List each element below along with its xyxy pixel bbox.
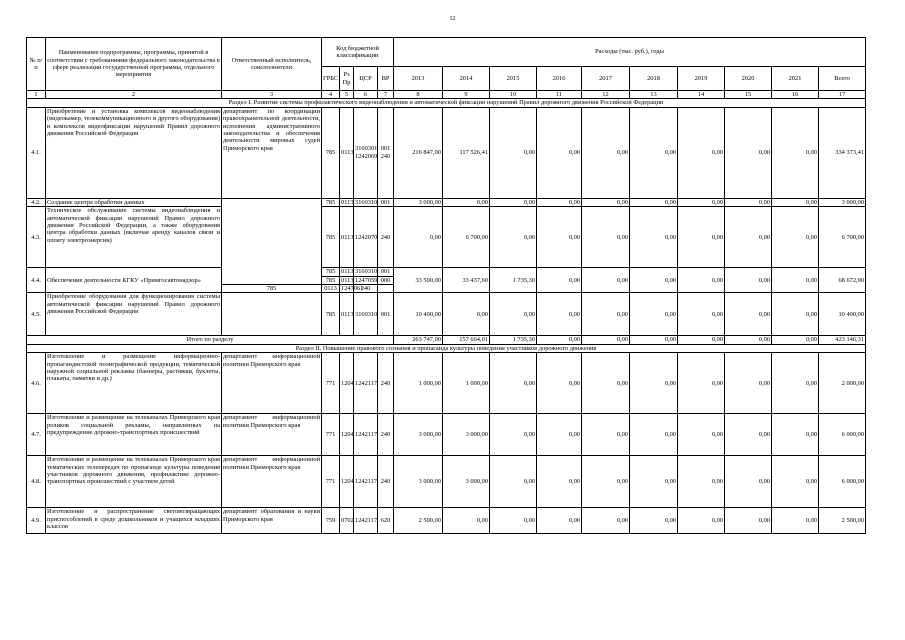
header-expenses: Расходы (тыс. руб.), годы [394, 38, 866, 67]
row-value: 0,00 [725, 456, 772, 508]
colnum: 1 [27, 91, 46, 99]
row-value: 0,00 [582, 198, 630, 206]
row-value: 0,00 [772, 198, 819, 206]
row-value: 0,00 [537, 293, 582, 336]
row-name: Изготовление и размещение информационно-пропагандистской полиграфической продукции, тематической наружной социальной рекламы (баннеры, растяжки, буклеты, плакаты, памятки и др.) [46, 353, 222, 414]
row-value: 0,00 [537, 414, 582, 456]
section-title: Раздел II. Повышение правового сознания и пропаганда культуры поведения участников дорожного движения [27, 344, 866, 352]
row-num: 4.8. [27, 456, 46, 508]
row-value: 0,00 [630, 268, 678, 293]
row-value: 0,00 [725, 293, 772, 336]
row-total: 2 000,00 [819, 353, 866, 414]
row-value: 1 000,00 [443, 353, 490, 414]
row-value: 0,00 [537, 456, 582, 508]
row-value: 0,00 [443, 198, 490, 206]
row-value: 0,00 [678, 198, 725, 206]
row-value: 0,00 [772, 268, 819, 293]
total-label: Итого по разделу [27, 336, 394, 344]
row-value: 0,00 [725, 353, 772, 414]
row-value: 1 735,30 [490, 268, 537, 293]
header-name: Наименование подпрограммы, программы, принятой в соответствии с требованиями федерального законодательства в сфере реализации государственной программы, отдельного мероприятия [46, 38, 222, 91]
row-name: Приобретение оборудования для функционирования системы автоматической фиксации нарушений Правил дорожного движения Российской Федерации [46, 293, 222, 336]
row-total: 2 500,00 [819, 508, 866, 534]
row-value: 0,00 [537, 268, 582, 293]
row-name: Приобретение и установка комплексов видеонаблюдения (видеокамер, телекоммуникационного и другого оборудования) и комплексов видеофиксации нарушений Правил дорожного движения Российской Федерации [46, 107, 222, 198]
row-total: 6 000,00 [819, 456, 866, 508]
row-rz: 1204 [340, 456, 354, 508]
row-grbs: 785 [322, 276, 340, 284]
row-grbs: 785 [322, 293, 340, 336]
row-value: 0,00 [772, 293, 819, 336]
row-value: 0,00 [490, 414, 537, 456]
total-value: 0,00 [537, 336, 582, 344]
row-vr: 240 [378, 414, 394, 456]
row-resp-empty [222, 293, 322, 336]
row-value: 0,00 [490, 508, 537, 534]
row-vr: 001 [378, 198, 394, 206]
table-row [27, 353, 866, 414]
expenses-table [26, 37, 866, 534]
row-total: 10 400,00 [819, 293, 866, 336]
row-csr: 1242117 [354, 508, 378, 534]
row-grbs: 759 [322, 508, 340, 534]
row-value: 0,00 [537, 353, 582, 414]
row-value: 0,00 [537, 508, 582, 534]
row-rz: 0113 [340, 207, 354, 268]
row-value: 117 526,41 [443, 107, 490, 198]
colnum: 10 [490, 91, 537, 99]
colnum: 8 [394, 91, 443, 99]
row-value: 33 500,00 [394, 268, 443, 293]
row-name: Обеспечение деятельности КГКУ «Примгосавтонадзор» [46, 268, 222, 293]
total-value: 0,00 [725, 336, 772, 344]
row-value: 0,00 [630, 198, 678, 206]
row-num: 4.5. [27, 293, 46, 336]
row-grbs: 785 [222, 285, 322, 293]
row-value: 2 500,00 [394, 508, 443, 534]
row-num: 4.4. [27, 268, 46, 293]
row-rz: 0113 [341, 276, 354, 284]
row-value: 0,00 [582, 207, 630, 268]
row-csr: 1242117 [354, 414, 378, 456]
total-value: 1 735,30 [490, 336, 537, 344]
total-grand: 423 146,31 [819, 336, 866, 344]
row-value: 6 700,00 [443, 207, 490, 268]
row-grbs: 785 [322, 198, 340, 206]
row-resp: департамент информационной политики Приморского края [222, 414, 322, 456]
row-value: 0,00 [772, 353, 819, 414]
row-num: 4.9. [27, 508, 46, 534]
row-value: 216 847,00 [394, 107, 443, 198]
row-value: 0,00 [582, 268, 630, 293]
row-value: 0,00 [678, 268, 725, 293]
row-csr: 1242070 [354, 207, 378, 268]
header-kbk: Код бюджетной классификации [322, 38, 394, 67]
row-value: 0,00 [725, 268, 772, 293]
row-csr: 1242117 [354, 456, 378, 508]
colnum: 11 [537, 91, 582, 99]
row-vr: 000 [378, 276, 394, 284]
row-name: Создание центра обработки данных [46, 198, 222, 206]
row-vr: 240 [378, 207, 394, 268]
row-value: 0,00 [772, 107, 819, 198]
row-value: 0,00 [490, 198, 537, 206]
row-rz: 1204 [340, 353, 354, 414]
row-rz: 0113 [341, 198, 354, 206]
row-csr: 1247059 [355, 276, 378, 284]
row-value: 0,00 [630, 456, 678, 508]
row-value: 10 400,00 [394, 293, 443, 336]
row-vr: 001 [378, 268, 394, 276]
header-year: 2015 [490, 67, 537, 91]
row-value: 0,00 [630, 353, 678, 414]
section-row [27, 99, 866, 107]
row-value: 0,00 [490, 353, 537, 414]
colnum: 3 [222, 91, 322, 99]
row-vr: 240 [354, 285, 378, 293]
row-value: 0,00 [443, 293, 490, 336]
colnum: 5 [340, 91, 354, 99]
row-resp: департамент по координации правоохранительной деятельности, исполнения административного законодательства и обеспечения деятельности мировых судей Приморского края [222, 107, 322, 198]
row-rz: 1204 [340, 414, 354, 456]
row-value: 0,00 [630, 508, 678, 534]
section-total-row [27, 336, 866, 344]
row-value: 0,00 [394, 207, 443, 268]
header-year: 2017 [582, 67, 630, 91]
row-value: 3 000,00 [443, 414, 490, 456]
header-year: 2013 [394, 67, 443, 91]
row-vr: 620 [378, 508, 394, 534]
row-value: 0,00 [537, 198, 582, 206]
row-value: 0,00 [582, 456, 630, 508]
row-value: 0,00 [725, 107, 772, 198]
colnum: 4 [322, 91, 340, 99]
row-value: 0,00 [630, 414, 678, 456]
row-value: 0,00 [725, 207, 772, 268]
row-value: 3 000,00 [394, 414, 443, 456]
row-value: 3 000,00 [443, 456, 490, 508]
header-year: 2018 [630, 67, 678, 91]
row-resp: департамент образования и науки Приморского края [222, 508, 322, 534]
row-value: 0,00 [582, 508, 630, 534]
total-value: 0,00 [678, 336, 725, 344]
section-row [27, 344, 866, 352]
row-grbs: 771 [322, 414, 340, 456]
header-rzpr: Рз Пр [340, 67, 354, 91]
row-csr: 3160310 [355, 198, 378, 206]
row-vr: 001 240 [378, 107, 394, 198]
row-value: 0,00 [443, 508, 490, 534]
row-value: 0,00 [537, 207, 582, 268]
table-row [27, 268, 866, 276]
table-row [27, 293, 866, 336]
colnum: 16 [772, 91, 819, 99]
header-year: 2020 [725, 67, 772, 91]
row-total: 3 000,00 [819, 198, 866, 206]
colnum: 13 [630, 91, 678, 99]
colnum: 9 [443, 91, 490, 99]
row-resp: департамент информационной политики Приморского края [222, 456, 322, 508]
row-value: 0,00 [582, 353, 630, 414]
row-value: 0,00 [582, 107, 630, 198]
row-value: 0,00 [725, 198, 772, 206]
header-year: 2014 [443, 67, 490, 91]
row-value: 3 000,00 [394, 198, 443, 206]
row-value: 0,00 [630, 207, 678, 268]
row-name: Изготовление и размещение на телеканалах Приморского края роликов социальной рекламы, направленных на предупреждение дорожно-транспортных происшествий [46, 414, 222, 456]
row-value: 0,00 [678, 456, 725, 508]
row-num: 4.3. [27, 207, 46, 268]
row-rz: 0113 [340, 293, 354, 336]
row-name: Техническое обслуживание системы видеонаблюдения и автоматической фиксации нарушений Правил дорожного движения Российской Федерации, а также оборудования центра обработки данных (включая аренду каналов связи и оплату электроэнергии) [46, 207, 222, 268]
total-value: 0,00 [582, 336, 630, 344]
colnum: 15 [725, 91, 772, 99]
total-value: 0,00 [630, 336, 678, 344]
row-resp-empty [222, 198, 322, 284]
header-row-top [27, 38, 866, 67]
header-num: № п/п [27, 38, 46, 91]
row-num: 4.6. [27, 353, 46, 414]
header-resp: Ответственный исполнитель, соисполнители [222, 38, 322, 91]
row-value: 1 000,00 [394, 353, 443, 414]
row-grbs: 771 [322, 353, 340, 414]
row-num: 4.7. [27, 414, 46, 456]
row-value: 0,00 [772, 207, 819, 268]
row-value: 0,00 [678, 353, 725, 414]
row-value: 0,00 [772, 456, 819, 508]
row-value: 0,00 [630, 293, 678, 336]
row-resp: департамент информационной политики Приморского края [222, 353, 322, 414]
row-total: 68 672,90 [819, 268, 866, 293]
colnum: 17 [819, 91, 866, 99]
table-row [27, 414, 866, 456]
table-row [27, 198, 866, 206]
row-grbs: 785 [322, 207, 340, 268]
row-value: 0,00 [678, 293, 725, 336]
row-num: 4.2. [27, 198, 46, 206]
row-value: 0,00 [582, 293, 630, 336]
section-title: Раздел I. Развитие системы профилактического видеонаблюдения и автоматической фиксации нарушений Правил дорожного движения Российской Федерации [27, 99, 866, 107]
row-rz: 0113 [341, 268, 354, 276]
row-value: 0,00 [772, 414, 819, 456]
row-value: 33 437,60 [443, 268, 490, 293]
row-vr: 240 [378, 353, 394, 414]
row-rz: 0113 [340, 107, 354, 198]
row-total: 334 373,41 [819, 107, 866, 198]
row-value: 0,00 [490, 107, 537, 198]
colnum: 12 [582, 91, 630, 99]
colnum: 7 [378, 91, 394, 99]
row-rz: 0113 [322, 285, 340, 293]
column-number-row [27, 91, 866, 99]
row-num: 4.1. [27, 107, 46, 198]
header-total: Всего [819, 67, 866, 91]
row-value: 0,00 [490, 207, 537, 268]
row-value: 0,00 [725, 414, 772, 456]
row-name: Изготовление и размещение на телеканалах Приморского края тематических телепередач по пропаганде культуры поведения участников дорожного движения, профилактике дорожно-транспортных происшествий с участием детей [46, 456, 222, 508]
row-name: Изготовление и распространение световозвращающих приспособлений в среде дошкольников и учащихся младших классов [46, 508, 222, 534]
header-year: 2016 [537, 67, 582, 91]
row-value: 0,00 [582, 414, 630, 456]
row-value: 0,00 [537, 107, 582, 198]
header-year: 2021 [772, 67, 819, 91]
row-value: 3 000,00 [394, 456, 443, 508]
row-vr: 001 [378, 293, 394, 336]
total-value: 157 664,01 [443, 336, 490, 344]
row-grbs: 785 [322, 268, 340, 276]
header-year: 2019 [678, 67, 725, 91]
total-value: 0,00 [772, 336, 819, 344]
row-value: 0,00 [678, 107, 725, 198]
row-total: 6 700,00 [819, 207, 866, 268]
colnum: 14 [678, 91, 725, 99]
row-value: 0,00 [630, 107, 678, 198]
row-value: 0,00 [772, 508, 819, 534]
table-row [27, 508, 866, 534]
row-value: 0,00 [725, 508, 772, 534]
row-total: 6 000,00 [819, 414, 866, 456]
row-value: 0,00 [678, 414, 725, 456]
header-vr: ВР [378, 67, 394, 91]
row-csr: 3160301 1242069 [354, 107, 378, 198]
row-csr: 3160310 [355, 268, 378, 276]
row-grbs: 771 [322, 456, 340, 508]
table-row [27, 107, 866, 198]
row-value: 0,00 [490, 456, 537, 508]
row-value: 0,00 [678, 207, 725, 268]
row-csr: 1247061 [341, 285, 364, 293]
row-vr: 240 [378, 456, 394, 508]
row-value: 0,00 [678, 508, 725, 534]
table-row [27, 207, 866, 268]
colnum: 6 [354, 91, 378, 99]
header-grbs: ГРБС [322, 67, 340, 91]
total-value: 263 747,00 [394, 336, 443, 344]
table-row [27, 456, 866, 508]
header-csr: ЦСР [354, 67, 378, 91]
page-number: 12 [449, 16, 456, 22]
row-csr: 1242117 [354, 353, 378, 414]
row-grbs: 785 [322, 107, 340, 198]
row-value: 0,00 [490, 293, 537, 336]
colnum: 2 [46, 91, 222, 99]
row-csr: 3160310 [354, 293, 378, 336]
row-rz: 0702 [340, 508, 354, 534]
